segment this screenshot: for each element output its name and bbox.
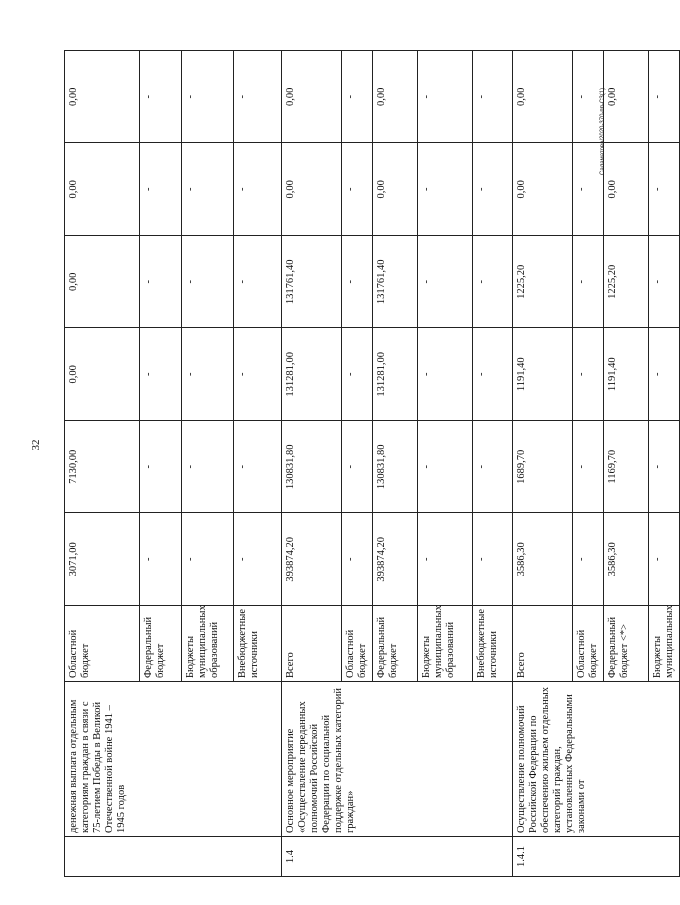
amount-cell: - [234,236,282,329]
funding-source-cell: Федеральный бюджет [373,606,418,682]
amount-cell: - [573,421,604,514]
funding-source-cell: Федеральный бюджет <*> [604,606,649,682]
amount-cell: 393874,20 [373,513,418,606]
amount-cell: - [140,513,182,606]
amount-cell: - [140,421,182,514]
amount-cell: - [473,236,513,329]
table-row [513,51,573,877]
amount-cell: - [649,51,680,144]
amount-cell: 1169,70 [604,421,649,514]
amount-cell: - [342,328,373,421]
amount-cell: 1225,20 [604,236,649,329]
amount-cell: 1689,70 [513,421,573,514]
amount-cell: 3071,00 [65,513,140,606]
amount-cell: - [473,143,513,236]
amount-cell: - [573,328,604,421]
amount-cell: 393874,20 [282,513,342,606]
amount-cell: 131281,00 [373,328,418,421]
amount-cell: - [234,143,282,236]
budget-table [64,50,680,877]
amount-cell: - [418,513,473,606]
amount-cell: - [342,421,373,514]
amount-cell: 7130,00 [65,421,140,514]
amount-cell: 130831,80 [282,421,342,514]
amount-cell: - [234,421,282,514]
funding-source-cell: Областной бюджет [573,606,604,682]
activity-name-cell: Осуществление полномочий Российской Федерации по обеспечению жильем отдельных категорий граждан, установленных Федеральными законами от [513,682,680,837]
amount-cell: - [473,328,513,421]
amount-cell: - [342,51,373,144]
amount-cell: - [649,328,680,421]
amount-cell: - [573,51,604,144]
amount-cell: - [182,513,234,606]
amount-cell: - [182,421,234,514]
amount-cell: - [473,513,513,606]
amount-cell: 0,00 [373,51,418,144]
funding-source-cell: Областной бюджет [65,606,140,682]
amount-cell: 0,00 [65,51,140,144]
funding-source-cell: Федеральный бюджет [140,606,182,682]
amount-cell: 1191,40 [513,328,573,421]
item-number-cell: 1.4 [282,837,513,877]
amount-cell: 0,00 [282,51,342,144]
table-body [65,51,680,877]
amount-cell: - [418,143,473,236]
activity-name-cell: денежная выплата отдельным категориям граждан в связи с 75-летием Победы в Великой Отечественной войне 1941 – 1945 годов [65,682,282,837]
funding-source-cell: Всего [513,606,573,682]
amount-cell: - [573,236,604,329]
funding-source-cell: Областной бюджет [342,606,373,682]
amount-cell: - [234,51,282,144]
amount-cell: - [649,143,680,236]
amount-cell: - [342,236,373,329]
amount-cell: - [573,513,604,606]
amount-cell: 0,00 [604,143,649,236]
amount-cell: - [182,51,234,144]
amount-cell: - [649,236,680,329]
amount-cell: - [342,513,373,606]
amount-cell: - [473,51,513,144]
item-number-cell: 1.4.1 [513,837,680,877]
amount-cell: 0,00 [65,143,140,236]
amount-cell: 3586,30 [513,513,573,606]
amount-cell: 0,00 [65,328,140,421]
amount-cell: - [140,328,182,421]
amount-cell: - [573,143,604,236]
amount-cell: - [649,421,680,514]
activity-name-cell: Основное мероприятие «Осуществление переданных полномочий Российской Федерации по социальной поддержке отдельных категорий граждан» [282,682,513,837]
funding-source-cell: Внебюджетные источники [234,606,282,682]
amount-cell: - [234,513,282,606]
amount-cell: 0,00 [373,143,418,236]
amount-cell: 1191,40 [604,328,649,421]
amount-cell: 131761,40 [373,236,418,329]
amount-cell: - [182,328,234,421]
item-number-cell [65,837,282,877]
amount-cell: - [140,51,182,144]
amount-cell: - [418,421,473,514]
table-row [282,51,342,877]
amount-cell: 3586,30 [604,513,649,606]
amount-cell: 131281,00 [282,328,342,421]
amount-cell: - [418,236,473,329]
amount-cell: - [418,51,473,144]
amount-cell: - [182,236,234,329]
amount-cell: 0,00 [513,51,573,144]
amount-cell: 131761,40 [282,236,342,329]
funding-source-cell: Бюджеты муниципальных образований [182,606,234,682]
funding-source-cell: Бюджеты муниципальных [649,606,680,682]
amount-cell: - [418,328,473,421]
amount-cell: - [182,143,234,236]
amount-cell: 0,00 [604,51,649,144]
amount-cell: - [234,328,282,421]
page-number: 32 [30,439,42,451]
amount-cell: - [342,143,373,236]
funding-source-cell: Всего [282,606,342,682]
amount-cell: - [649,513,680,606]
table-row [65,51,140,877]
funding-source-cell: Бюджеты муниципальных образований [418,606,473,682]
document-stamp: Саламатова/2020-370-пп-СЗ(1) [600,87,606,175]
amount-cell: 0,00 [282,143,342,236]
amount-cell: - [473,421,513,514]
amount-cell: 0,00 [513,143,573,236]
funding-source-cell: Внебюджетные источники [473,606,513,682]
amount-cell: - [140,236,182,329]
amount-cell: 0,00 [65,236,140,329]
amount-cell: - [140,143,182,236]
amount-cell: 1225,20 [513,236,573,329]
amount-cell: 130831,80 [373,421,418,514]
